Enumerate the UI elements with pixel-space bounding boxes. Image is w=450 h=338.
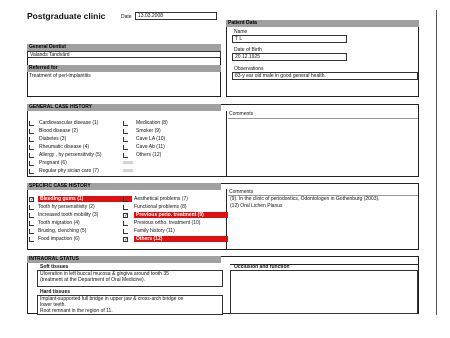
patient-data-header: Patient Data [226,20,419,27]
soft-tissues-field[interactable] [37,270,223,287]
occlusion-label: Occlusion and function [234,264,290,270]
specific-checkbox-col2-4[interactable] [123,221,128,226]
general-item-10: Cave LA (10) [136,136,166,142]
specific-item-col2-5: Family history (11) [134,228,175,234]
specific-item-col1-1: Bleeding gums (1) [38,196,132,202]
page-edge-rule [436,10,437,315]
general-item-6: Pregnant (6) [39,160,67,166]
soft-tissues-line-2: (treatment at the Department of Oral Medicine). [40,277,146,283]
general-checkbox-7[interactable] [29,169,34,174]
general-history-block [27,104,419,177]
name-field[interactable]: T L [232,35,347,43]
specific-comment-1: (9). In the clinic of periodontics, Odontologen in Gothenburg (2003). [230,196,380,202]
grey-placeholder [123,161,133,164]
specific-checkbox-col2-3[interactable]: ✓ [124,213,129,219]
general-checkbox-2[interactable] [29,129,34,134]
dob-field[interactable]: 20.12.1925 [232,53,347,61]
general-item-8: Medication (8) [136,120,168,126]
general-item-5: Allergy , hy persensitivity (5) [39,152,102,158]
general-item-12: Others (12) [136,152,162,158]
general-item-11: Cave Ab (11) [136,144,165,150]
soft-tissues-label: Soft tissues [40,264,69,270]
specific-item-col2-2: Functional problems (8) [134,204,187,210]
hard-tissues-field[interactable] [37,295,223,315]
general-checkbox-9[interactable] [123,129,128,134]
specific-item-col2-6: Others (12) [134,236,228,242]
referred-for-header: Referred for [27,65,221,72]
general-checkbox-8[interactable] [123,121,128,126]
general-checkbox-6[interactable] [29,161,34,166]
specific-checkbox-col1-3[interactable] [29,213,34,218]
specific-checkbox-col1-1[interactable]: ✓ [30,197,35,203]
general-dentist-field[interactable]: Valands Tandvård [27,51,221,58]
general-dentist-header: General Dentist [27,44,221,51]
hard-tissues-line-1: Implant-supported full bridge in upper jaw & cross-arch bridge on [40,296,184,302]
general-checkbox-10[interactable] [123,137,128,142]
general-item-7: Regular phy sician care (7) [39,168,99,174]
specific-item-col2-4: Previous ortho. treatment (10) [134,220,201,226]
specific-item-col1-2: Tooth hy persensitivity (2) [38,204,95,210]
specific-item-col2-3: Previous perio. treatment (9) [134,212,228,218]
intraoral-header: INTRAORAL STATUS [27,256,221,263]
soft-tissues-line-1: Ulceration in left buccal mucosa & gingiva around tooth 35 [40,271,169,277]
specific-checkbox-col1-4[interactable] [29,221,34,226]
general-comments-label: Comments [229,111,254,117]
form-title: Postgraduate clinic [27,11,106,21]
specific-history-header: SPECIFIC CASE HISTORY [27,183,221,190]
general-checkbox-5[interactable] [29,153,34,158]
specific-checkbox-col1-6[interactable] [29,237,34,242]
general-history-divider [226,111,227,177]
hard-tissues-line-3: Root remnant in the region of 11. [40,308,113,315]
observations-label: Observations [234,66,264,72]
general-checkbox-12[interactable] [123,153,128,158]
specific-checkbox-col2-2[interactable] [123,205,128,210]
specific-item-col1-3: Increased tooth mobility (3) [38,212,99,218]
specific-item-col1-5: Bruxing, clenching (5) [38,228,87,234]
general-checkbox-4[interactable] [29,145,34,150]
specific-checkbox-col2-6[interactable]: ✓ [124,237,129,243]
general-item-2: Blood disease (2) [39,128,78,134]
specific-comment-2: (12) Oral Lichen Planus [230,203,283,209]
dob-label: Date of Birth [234,47,262,53]
general-item-3: Diabetes (3) [39,136,67,142]
hard-tissues-label: Hard tissues [40,289,71,295]
general-checkbox-11[interactable] [123,145,128,150]
referred-for-field[interactable]: Treatment of peri-implantitis [29,73,91,79]
grey-placeholder [123,169,133,172]
general-history-header: GENERAL CASE HISTORY [27,104,221,111]
name-label: Name [234,29,248,35]
specific-checkbox-col2-5[interactable] [123,229,128,234]
general-item-1: Cardiovascular disease (1) [39,120,99,126]
specific-comments-label: Comments [229,189,254,195]
observations-field[interactable]: 83-y ear old male in good general health. [232,72,418,80]
specific-checkbox-col2-1[interactable] [123,197,128,202]
hard-tissues-line-2: lower teeth. [40,302,66,309]
specific-item-col2-1: Aesthetical problems (7) [134,196,188,202]
general-comments-line [228,118,418,119]
specific-checkbox-col1-2[interactable] [29,205,34,210]
date-field[interactable]: 13.03.2008 [135,12,217,20]
general-checkbox-3[interactable] [29,137,34,142]
date-label: Date [121,14,132,20]
specific-item-col1-4: Tooth migration (4) [38,220,80,226]
general-checkbox-1[interactable] [29,121,34,126]
occlusion-field[interactable] [230,270,418,314]
specific-item-col1-6: Food impaction (6) [38,236,80,242]
specific-checkbox-col1-5[interactable] [29,229,34,234]
general-item-4: Rheumatic disease (4) [39,144,90,150]
general-item-9: Smoker (9) [136,128,161,134]
